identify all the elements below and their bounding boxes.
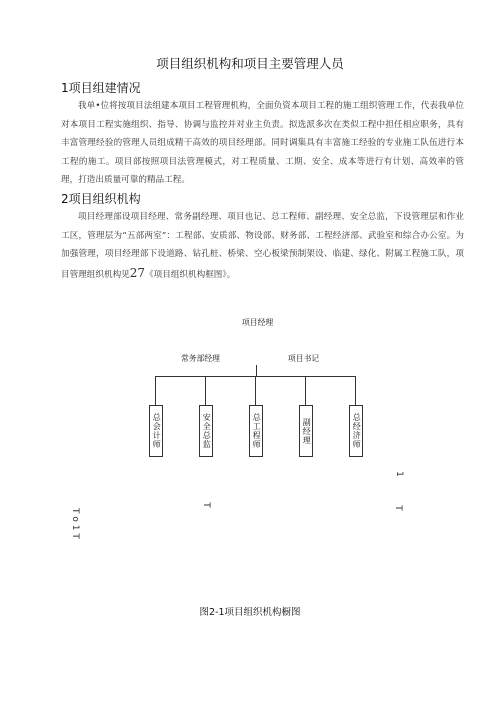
section-1-heading: 1项目组建情况 xyxy=(61,81,141,95)
org-connector-drop-1 xyxy=(155,376,156,405)
section-2-heading: 2项目组织机构 xyxy=(61,192,141,206)
org-box-chief-economist: 总经济师 xyxy=(349,405,363,457)
section-2-paragraph-tail: 《项目组织机构框图》。 xyxy=(145,269,236,280)
org-box-chief-engineer: 总工程师 xyxy=(249,405,263,457)
stray-mark-mid-left: T xyxy=(200,502,211,508)
org-connector-drop-3 xyxy=(255,376,256,405)
figure-caption: 图2-1项目组织机构橱图 xyxy=(199,607,301,618)
figure-ref-number: 27 xyxy=(129,265,146,280)
org-connector-trunk xyxy=(256,365,257,376)
org-connector-drop-4 xyxy=(305,376,306,405)
org-box-deputy-manager: 副经理 xyxy=(299,405,313,457)
org-node-executive-manager: 常务部经理 xyxy=(181,354,220,363)
section-2-paragraph xyxy=(61,208,464,284)
section-2-paragraph-main: 项目经理部设项目经理、常务副经理、项目也记、总工程师、副经理、安全总监，下设管理层和作业工区，管理层为“五部两室”：工程部、安质部、物设部、财务部、工程经济部、武验室和综合办公室。为加强管理，项目经理部下设道路、钻孔桩、桥梁、空心板梁预制架设、临建、绿化、附属工程施工队，项目管理组织机构见 xyxy=(61,212,464,280)
org-node-project-manager: 项目经理 xyxy=(242,318,274,327)
page-title: 项目组织机构和项目主要管理人员 xyxy=(156,56,344,71)
org-connector-drop-2 xyxy=(205,376,206,405)
org-box-safety-director: 安全总监 xyxy=(199,405,213,457)
org-connector-drop-5 xyxy=(355,376,356,405)
stray-mark-left-vertical: T o 1 T xyxy=(70,508,80,539)
section-1-paragraph: 我单•位将按项目法组建本项目工程管理机构，全面负资本项目工程的施工组织管理工作，代表我单位对本项目工程实施组织、指导、协调与监控并对业主负责。拟选派多次在类似工程中担任相应职务，具有丰富管理经验的管理人员组成精干高效的项目经理部。同时调集具有丰富施工经验的专业施工队伍进行本工程的施工。项目部按照项目法管理模式，对工程质量、工期、安全、成本等进行有计划、高效率的管理，打造出质量可靠的精品工程。 xyxy=(61,101,464,186)
stray-mark-right-top: 1 xyxy=(393,471,404,477)
org-box-chief-accountant: 总会计师 xyxy=(149,405,163,457)
stray-mark-mid-right: T xyxy=(392,505,403,511)
org-node-project-secretary: 项目书记 xyxy=(288,354,320,363)
